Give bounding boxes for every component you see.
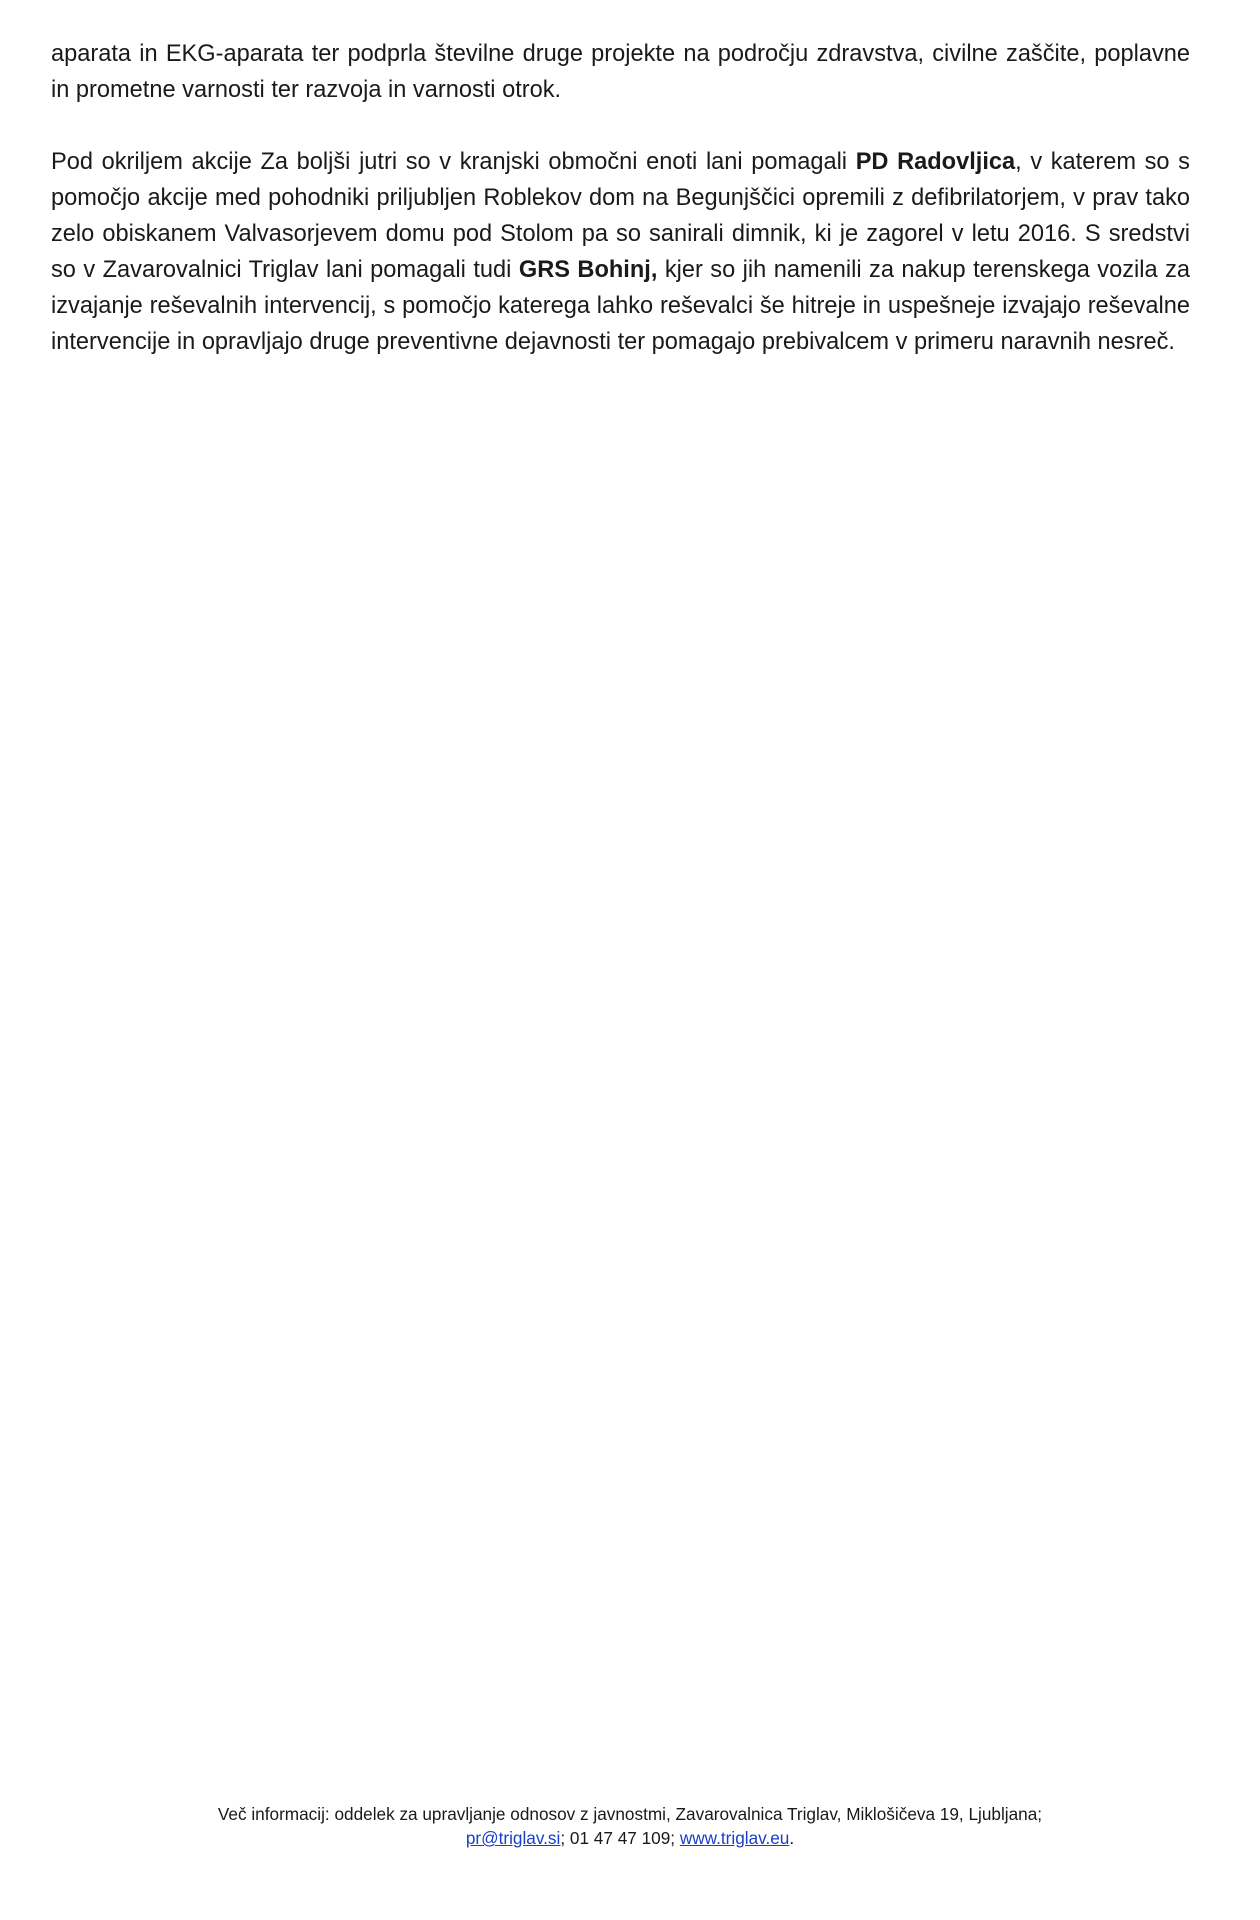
footer-line-2 (0, 1826, 1260, 1850)
paragraph-2-bold-grs-bohinj: GRS Bohinj, (518, 257, 658, 283)
contact-footer (0, 1802, 1260, 1850)
paragraph-2-text-2: , v katerem so s pomočjo akcije med pohodniki priljubljen Roblekov dom na Begunjščici opremili z defibrilatorjem, v prav tako zelo obiskanem Valvasorjevem domu pod Stolom pa so sanirali dimnik, ki je zagorel v letu 2016. S sredstvi so v Zavarovalnici Triglav lani pomagali tudi (51, 149, 1190, 283)
paragraph-2-text-1: Pod okriljem akcije Za boljši jutri so v kranjski območni enoti lani pomagali (51, 149, 856, 175)
footer-phone-text: ; 01 47 47 109; (560, 1828, 680, 1848)
footer-line-1: Več informacij: oddelek za upravljanje odnosov z javnostmi, Zavarovalnica Triglav, Miklošičeva 19, Ljubljana; (217, 1804, 1043, 1824)
paragraph-2-bold-pd-radovljica: PD Radovljica (855, 149, 1016, 175)
paragraph-2-text-3: kjer so jih namenili za nakup terenskega vozila za izvajanje reševalnih intervencij, s pomočjo katerega lahko reševalci še hitreje in uspešneje izvajajo reševalne intervencije in opravljajo druge preventivne dejavnosti ter pomagajo prebivalcem v primeru naravnih nesreč. (51, 257, 1190, 355)
document-body (51, 36, 1190, 360)
website-link[interactable]: www.triglav.eu (679, 1828, 790, 1848)
footer-end-punct: . (789, 1828, 795, 1848)
email-link[interactable]: pr@triglav.si (465, 1828, 561, 1848)
paragraph-2 (51, 144, 1190, 360)
paragraph-1: aparata in EKG-aparata ter podprla številne druge projekte na področju zdravstva, civilne zaščite, poplavne in prometne varnosti ter razvoja in varnosti otrok. (51, 41, 1190, 103)
